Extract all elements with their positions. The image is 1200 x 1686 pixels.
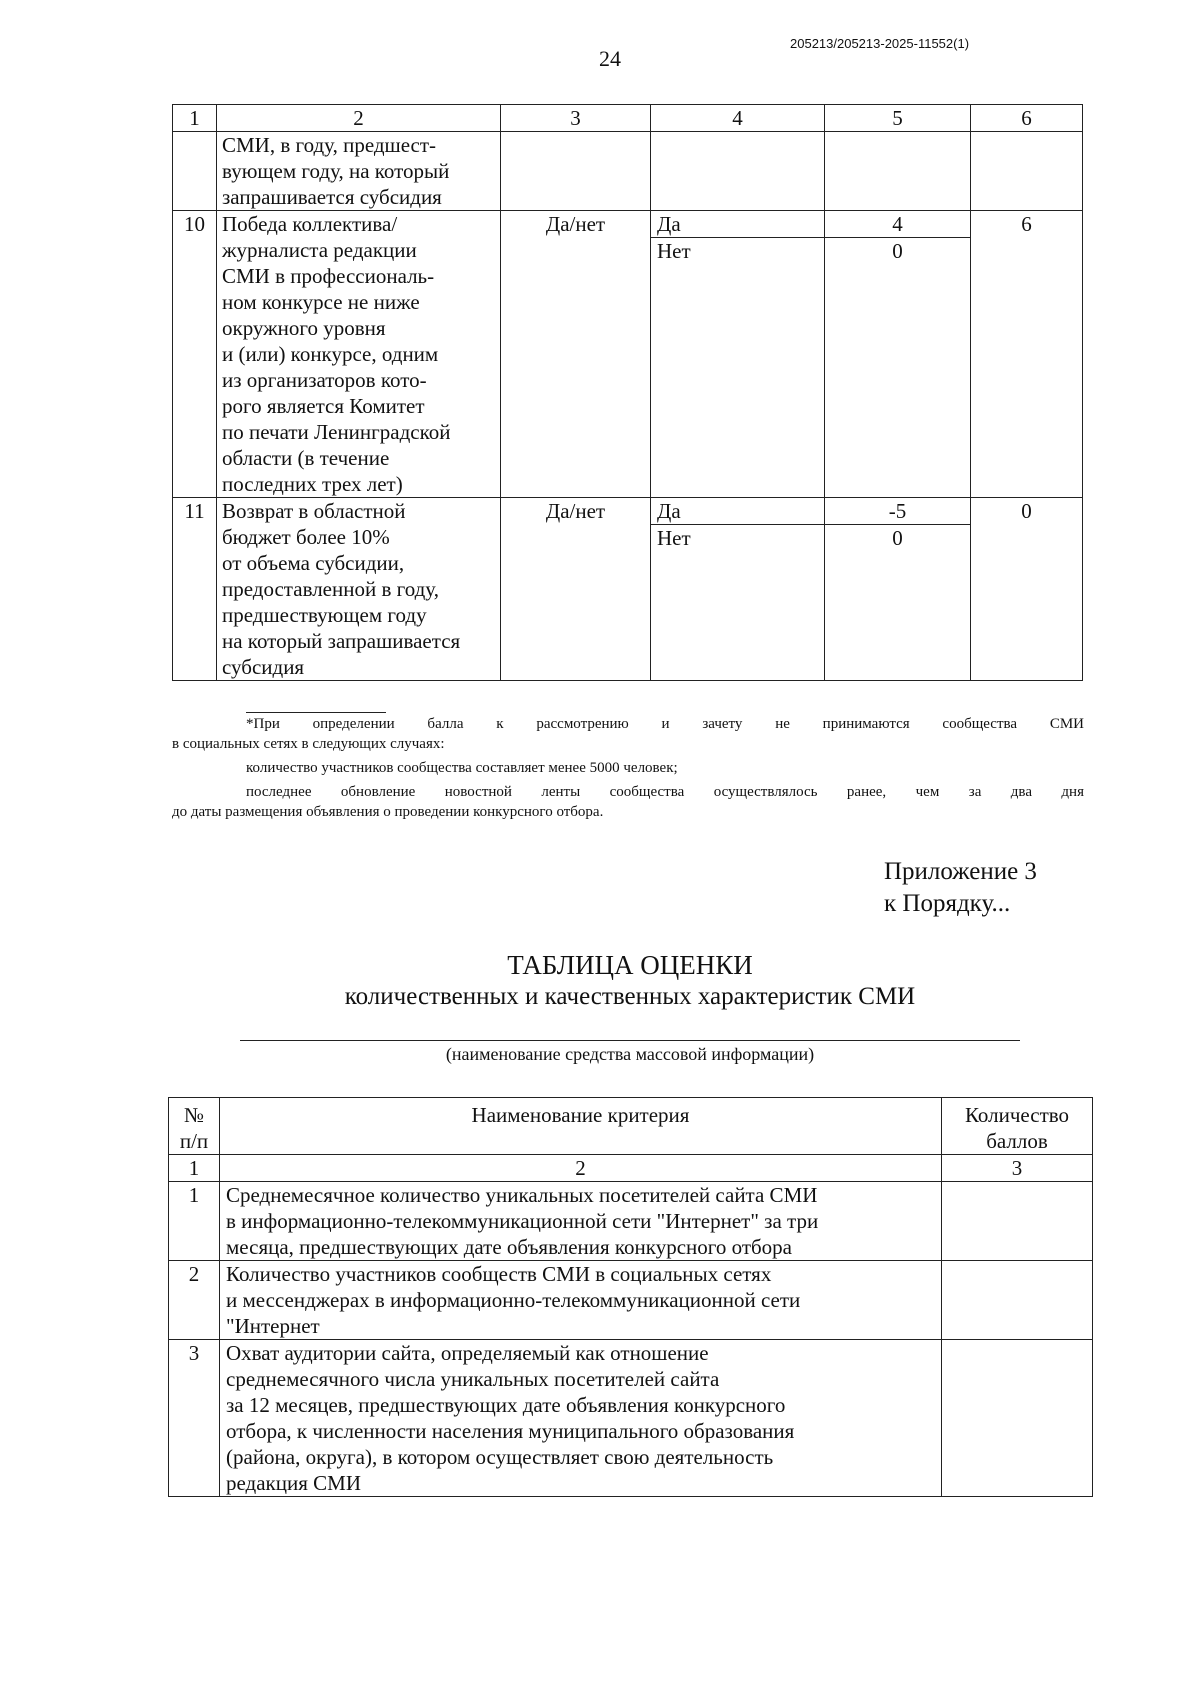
row-number: 10 [173, 211, 217, 498]
table-row [173, 498, 1083, 681]
row-number: 11 [173, 498, 217, 681]
points-cell: 4 0 [825, 211, 971, 498]
col-number: 2 [217, 105, 501, 132]
name-blank-line [240, 1040, 1020, 1041]
row-number: 3 [169, 1340, 220, 1497]
table-row [173, 132, 1083, 211]
row-number: 2 [169, 1261, 220, 1340]
table-row [169, 1182, 1093, 1261]
max-points-cell: 6 [971, 211, 1083, 498]
unit-cell: Да/нет [501, 211, 651, 498]
score-cell [942, 1261, 1093, 1340]
col-number: 1 [169, 1155, 220, 1182]
score-cell [942, 1340, 1093, 1497]
table-title: ТАБЛИЦА ОЦЕНКИ [507, 950, 753, 980]
header-score: Количество баллов [942, 1098, 1093, 1155]
table-row [169, 1261, 1093, 1340]
criterion-cell: Возврат в областной бюджет более 10% от объема субсидии, предоставленной в году, предшествующем году на который запрашивается субсидия [217, 498, 501, 681]
header-number: № п/п [169, 1098, 220, 1155]
page-number: 24 [599, 46, 621, 71]
document-id: 205213/205213-2025-11552(1) [790, 36, 970, 51]
col-number: 3 [942, 1155, 1093, 1182]
evaluation-table [168, 1097, 1093, 1497]
table-subtitle: количественных и качественных характеристик СМИ [344, 983, 916, 1010]
unit-cell: Да/нет [501, 498, 651, 681]
col-number: 2 [220, 1155, 942, 1182]
table-row [169, 1340, 1093, 1497]
criteria-table-continued [172, 104, 1083, 681]
criterion-cell: Количество участников сообществ СМИ в социальных сетях и мессенджерах в информационно-телекоммуникационной сети "Интернет [220, 1261, 942, 1340]
criterion-cell: Победа коллектива/ журналиста редакции СМИ в профессиональ- ном конкурсе не ниже окружного уровня и (или) конкурсе, одним из организаторов кото- рого является Комитет по печати Ленинградской области (в течение последних трех лет) [217, 211, 501, 498]
table-header-row [169, 1098, 1093, 1155]
col-number: 4 [651, 105, 825, 132]
table-row [173, 211, 1083, 498]
col-number: 3 [501, 105, 651, 132]
options-cell: Да Нет [651, 211, 825, 498]
criterion-cell: Охват аудитории сайта, определяемый как отношение среднемесячного числа уникальных посетителей сайта за 12 месяцев, предшествующих дате объявления конкурсного отбора, к численности населения муниципального образования (района, округа), в котором осуществляет свою деятельность редакция СМИ [220, 1340, 942, 1497]
footnote-line: *При определении балла к рассмотрению и зачету не принимаются сообщества СМИ [246, 716, 1084, 732]
row-number: 1 [169, 1182, 220, 1261]
footnote-line: до даты размещения объявления о проведении конкурсного отбора. [172, 804, 604, 820]
footnote-line: последнее обновление новостной ленты сообщества осуществлялось ранее, чем за два дня [246, 784, 1084, 800]
score-cell [942, 1182, 1093, 1261]
table-colnum-row [169, 1155, 1093, 1182]
footnote-line: количество участников сообщества составляет менее 5000 человек; [246, 760, 678, 776]
col-number: 1 [173, 105, 217, 132]
appendix-label: Приложение 3 к Порядку... [884, 858, 1037, 917]
max-points-cell: 0 [971, 498, 1083, 681]
points-cell: -5 0 [825, 498, 971, 681]
criterion-cell: Среднемесячное количество уникальных посетителей сайта СМИ в информационно-телекоммуникационной сети "Интернет" за три месяца, предшествующих дате объявления конкурсного отбора [220, 1182, 942, 1261]
header-criterion: Наименование критерия [220, 1098, 942, 1155]
table-header-row [173, 105, 1083, 132]
name-caption: (наименование средства массовой информации) [445, 1044, 815, 1064]
footnote-line: в социальных сетях в следующих случаях: [172, 736, 445, 752]
criterion-cell: СМИ, в году, предшест- вующем году, на который запрашивается субсидия [217, 132, 501, 211]
col-number: 5 [825, 105, 971, 132]
options-cell: Да Нет [651, 498, 825, 681]
col-number: 6 [971, 105, 1083, 132]
footnote-rule [246, 712, 386, 713]
